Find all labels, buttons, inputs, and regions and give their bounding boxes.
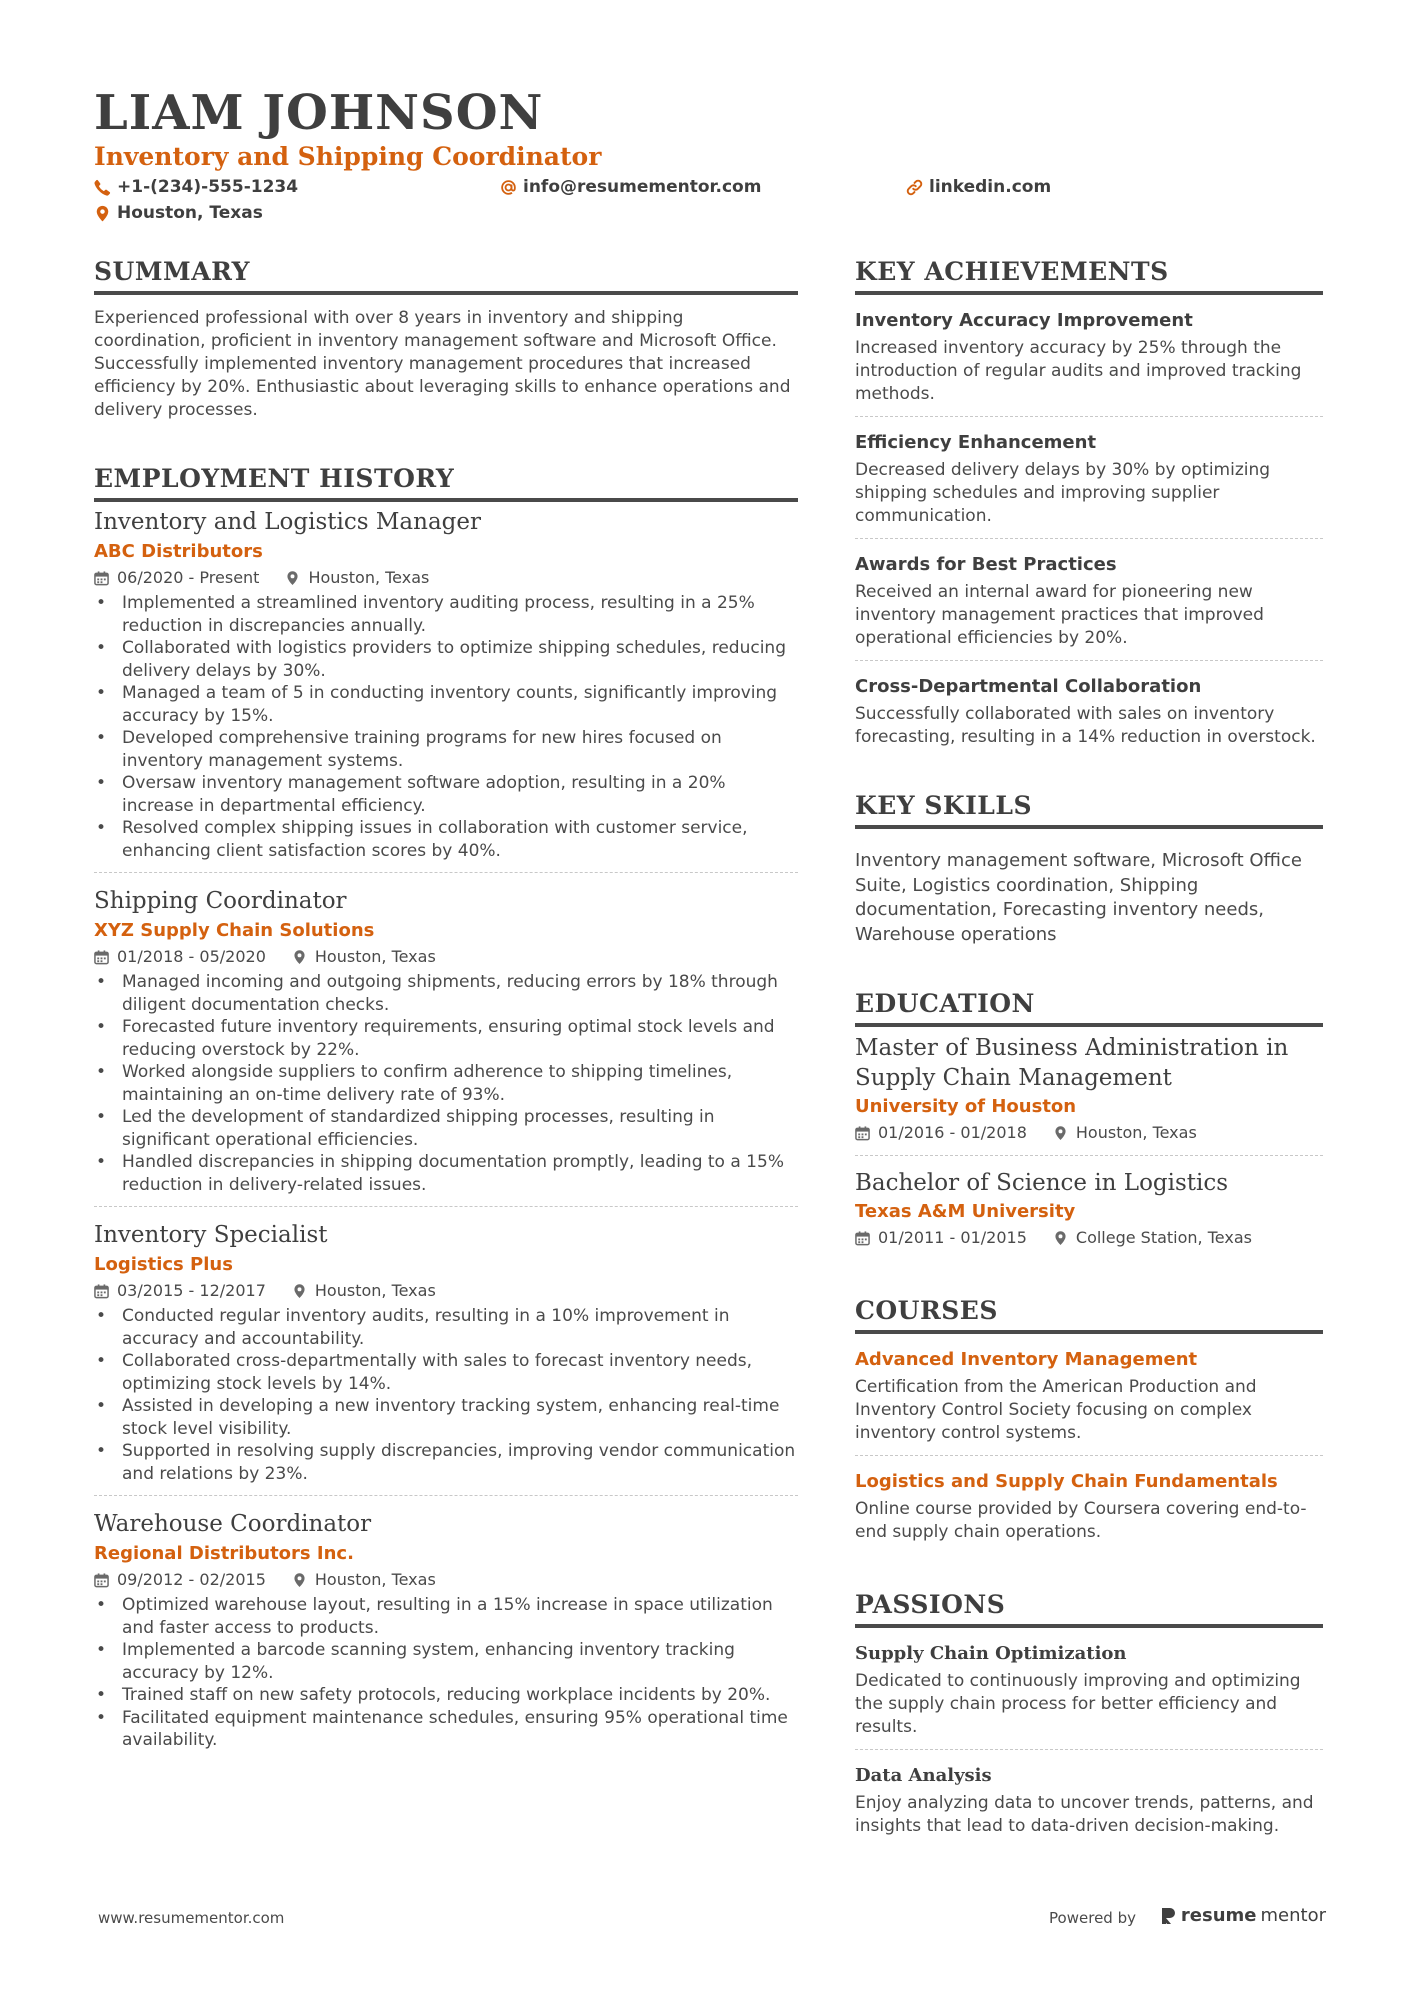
job-meta	[94, 566, 798, 590]
job-bullet: • Resolved complex shipping issues in collaboration with customer service, enhancing client satisfaction scores by 40%.	[94, 817, 798, 862]
map-pin-icon	[285, 570, 300, 586]
education-school: University of Houston	[855, 1096, 1077, 1117]
education-heading: EDUCATION	[855, 987, 1323, 1027]
job-bullet: • Managed a team of 5 in conducting inventory counts, significantly improving accuracy by 15%.	[94, 682, 798, 727]
footer-website-link[interactable]: www.resumementor.com	[98, 1909, 285, 1927]
achievement-text: Increased inventory accuracy by 25% through the introduction of regular audits and improved tracking methods.	[855, 338, 1302, 404]
course-text: Online course provided by Coursera covering end-to-end supply chain operations.	[855, 1499, 1307, 1542]
contact-email[interactable]	[500, 174, 761, 200]
calendar-icon	[855, 1125, 870, 1141]
map-pin-icon	[292, 1283, 307, 1299]
phone-text: +1-(234)-555-1234	[117, 177, 299, 197]
job-bullet: • Facilitated equipment maintenance schedules, ensuring 95% operational time availability.	[94, 1707, 798, 1752]
job-title: Inventory Specialist	[94, 1222, 328, 1248]
job-entry	[94, 885, 798, 1207]
courses-heading: COURSES	[855, 1294, 1323, 1334]
resumementor-logo-icon	[1159, 1906, 1177, 1926]
linkedin-text: linkedin.com	[929, 177, 1052, 197]
job-bullets	[94, 592, 798, 862]
skills-text: Inventory management software, Microsoft Office Suite, Logistics coordination, Shipping documentation, Forecasting inventory needs, Warehouse operations	[855, 850, 1302, 945]
phone-icon	[94, 179, 111, 196]
achievement-text: Received an internal award for pioneering new inventory management practices that improved operational efficiencies by 20%.	[855, 582, 1264, 648]
achievement-title: Inventory Accuracy Improvement	[855, 310, 1193, 331]
job-company: Logistics Plus	[94, 1254, 233, 1275]
job-location: Houston, Texas	[314, 947, 436, 966]
achievement-title: Efficiency Enhancement	[855, 432, 1097, 453]
achievement-item	[855, 307, 1323, 417]
job-company: ABC Distributors	[94, 541, 263, 562]
job-company: XYZ Supply Chain Solutions	[94, 920, 375, 941]
education-degree: Bachelor of Science in Logistics	[855, 1170, 1229, 1196]
map-pin-icon	[292, 1572, 307, 1588]
skills-heading: KEY SKILLS	[855, 789, 1323, 829]
map-pin-icon	[292, 949, 307, 965]
job-bullet: • Assisted in developing a new inventory tracking system, enhancing real-time stock level visibility.	[94, 1395, 798, 1440]
job-bullet: • Worked alongside suppliers to confirm adherence to shipping timelines, maintaining an on-time delivery rate of 93%.	[94, 1061, 798, 1106]
contact-info	[94, 174, 1324, 230]
job-dates: 01/2018 - 05/2020	[117, 947, 266, 966]
education-dates: 01/2016 - 01/2018	[878, 1123, 1027, 1142]
job-dates: 09/2012 - 02/2015	[117, 1570, 266, 1589]
resume-header	[94, 82, 1324, 230]
calendar-icon	[855, 1230, 870, 1246]
passion-title: Supply Chain Optimization	[855, 1643, 1127, 1664]
location-text: Houston, Texas	[117, 203, 263, 223]
footer-brand-logo[interactable]	[1159, 1905, 1326, 1926]
employment-section	[94, 462, 798, 1762]
map-pin-icon	[1053, 1230, 1068, 1246]
job-bullet: • Developed comprehensive training programs for new hires focused on inventory management systems.	[94, 727, 798, 772]
left-column	[94, 255, 798, 1774]
achievement-item	[855, 429, 1323, 539]
job-title: Shipping Coordinator	[94, 888, 347, 914]
course-title: Logistics and Supply Chain Fundamentals	[855, 1471, 1278, 1492]
job-bullets	[94, 971, 798, 1196]
calendar-icon	[94, 570, 109, 586]
contact-linkedin[interactable]	[906, 174, 1051, 200]
job-dates: 06/2020 - Present	[117, 568, 260, 587]
email-text: info@resumementor.com	[523, 177, 762, 197]
job-title: Inventory and Logistics Manager	[94, 509, 481, 535]
job-bullet: • Optimized warehouse layout, resulting in a 15% increase in space utilization and faster access to products.	[94, 1594, 798, 1639]
calendar-icon	[94, 1283, 109, 1299]
achievement-text: Successfully collaborated with sales on inventory forecasting, resulting in a 14% reduction in overstock.	[855, 704, 1316, 747]
education-dates: 01/2011 - 01/2015	[878, 1228, 1027, 1247]
job-entry	[94, 1219, 798, 1496]
job-title: Warehouse Coordinator	[94, 1511, 372, 1537]
education-location: College Station, Texas	[1075, 1228, 1252, 1247]
course-text: Certification from the American Production and Inventory Control Society focusing on complex inventory control systems.	[855, 1377, 1257, 1443]
job-bullets	[94, 1305, 798, 1485]
job-bullet: • Collaborated cross-departmentally with sales to forecast inventory needs, optimizing stock levels by 14%.	[94, 1350, 798, 1395]
job-meta	[94, 1568, 798, 1592]
map-pin-icon	[94, 205, 111, 222]
education-school: Texas A&M University	[855, 1201, 1076, 1222]
passion-item	[855, 1640, 1323, 1750]
job-bullet: • Trained staff on new safety protocols, reducing workplace incidents by 20%.	[94, 1684, 798, 1707]
job-meta	[94, 945, 798, 969]
achievement-text: Decreased delivery delays by 30% by optimizing shipping schedules and improving supplier communication.	[855, 460, 1271, 526]
course-item	[855, 1468, 1323, 1554]
achievements-heading: KEY ACHIEVEMENTS	[855, 255, 1323, 295]
achievement-title: Awards for Best Practices	[855, 554, 1117, 575]
job-bullet: • Handled discrepancies in shipping documentation promptly, leading to a 15% reduction in delivery-related issues.	[94, 1151, 798, 1196]
achievement-item	[855, 551, 1323, 661]
education-item	[855, 1168, 1323, 1260]
employment-heading: EMPLOYMENT HISTORY	[94, 462, 798, 502]
footer-powered-by: Powered by	[1049, 1909, 1136, 1927]
job-location: Houston, Texas	[314, 1570, 436, 1589]
at-sign-icon	[500, 179, 517, 196]
job-bullet: • Managed incoming and outgoing shipments, reducing errors by 18% through diligent documentation checks.	[94, 971, 798, 1016]
passion-text: Enjoy analyzing data to uncover trends, patterns, and insights that lead to data-driven decision-making.	[855, 1793, 1314, 1836]
job-bullet: • Supported in resolving supply discrepancies, improving vendor communication and relations by 23%.	[94, 1440, 798, 1485]
passions-section	[855, 1588, 1323, 1848]
contact-phone[interactable]	[94, 174, 298, 200]
summary-text: Experienced professional with over 8 years in inventory and shipping coordination, proficient in inventory management software and Microsoft Office. Successfully implemented inventory management procedures that increased efficiency by 20%. Enthusiastic about leveraging skills to enhance operations and delivery processes.	[94, 308, 791, 420]
job-dates: 03/2015 - 12/2017	[117, 1281, 266, 1300]
calendar-icon	[94, 949, 109, 965]
contact-location	[94, 200, 263, 226]
job-bullet: • Implemented a streamlined inventory auditing process, resulting in a 25% reduction in discrepancies annually.	[94, 592, 798, 637]
course-title: Advanced Inventory Management	[855, 1349, 1198, 1370]
achievements-section	[855, 255, 1323, 759]
job-location: Houston, Texas	[308, 568, 430, 587]
job-company: Regional Distributors Inc.	[94, 1543, 354, 1564]
passions-heading: PASSIONS	[855, 1588, 1323, 1628]
candidate-title: Inventory and Shipping Coordinator	[94, 142, 602, 171]
courses-section	[855, 1294, 1323, 1554]
achievement-title: Cross-Departmental Collaboration	[855, 676, 1202, 697]
job-bullet: • Forecasted future inventory requirements, ensuring optimal stock levels and reducing overstock by 22%.	[94, 1016, 798, 1061]
job-bullet: • Led the development of standardized shipping processes, resulting in significant operational efficiencies.	[94, 1106, 798, 1151]
passion-title: Data Analysis	[855, 1765, 992, 1786]
right-column	[855, 255, 1323, 1888]
map-pin-icon	[1053, 1125, 1068, 1141]
education-meta	[855, 1226, 1323, 1250]
education-item	[855, 1033, 1323, 1156]
passion-text: Dedicated to continuously improving and optimizing the supply chain process for better efficiency and results.	[855, 1671, 1301, 1737]
job-bullet: • Oversaw inventory management software adoption, resulting in a 20% increase in departmental efficiency.	[94, 772, 798, 817]
job-meta	[94, 1279, 798, 1303]
summary-section	[94, 255, 798, 422]
course-item	[855, 1346, 1323, 1456]
education-section	[855, 987, 1323, 1260]
job-location: Houston, Texas	[314, 1281, 436, 1300]
job-bullet: • Collaborated with logistics providers to optimize shipping schedules, reducing delivery delays by 30%.	[94, 637, 798, 682]
page-footer	[98, 1905, 1326, 1935]
passion-item	[855, 1762, 1323, 1848]
summary-heading: SUMMARY	[94, 255, 798, 295]
calendar-icon	[94, 1572, 109, 1588]
job-entry	[94, 1508, 798, 1762]
brand-name-light: mentor	[1260, 1905, 1326, 1926]
education-degree: Master of Business Administration in Supply Chain Management	[855, 1035, 1289, 1091]
achievement-item	[855, 673, 1323, 759]
job-bullets	[94, 1594, 798, 1752]
candidate-name: LIAM JOHNSON	[94, 85, 544, 141]
education-location: Houston, Texas	[1075, 1123, 1197, 1142]
education-meta	[855, 1121, 1323, 1145]
brand-name-bold: resume	[1180, 1905, 1257, 1926]
job-entry	[94, 506, 798, 873]
link-icon	[906, 179, 923, 196]
job-bullet: • Conducted regular inventory audits, resulting in a 10% improvement in accuracy and accountability.	[94, 1305, 798, 1350]
job-bullet: • Implemented a barcode scanning system, enhancing inventory tracking accuracy by 12%.	[94, 1639, 798, 1684]
skills-section	[855, 789, 1323, 947]
